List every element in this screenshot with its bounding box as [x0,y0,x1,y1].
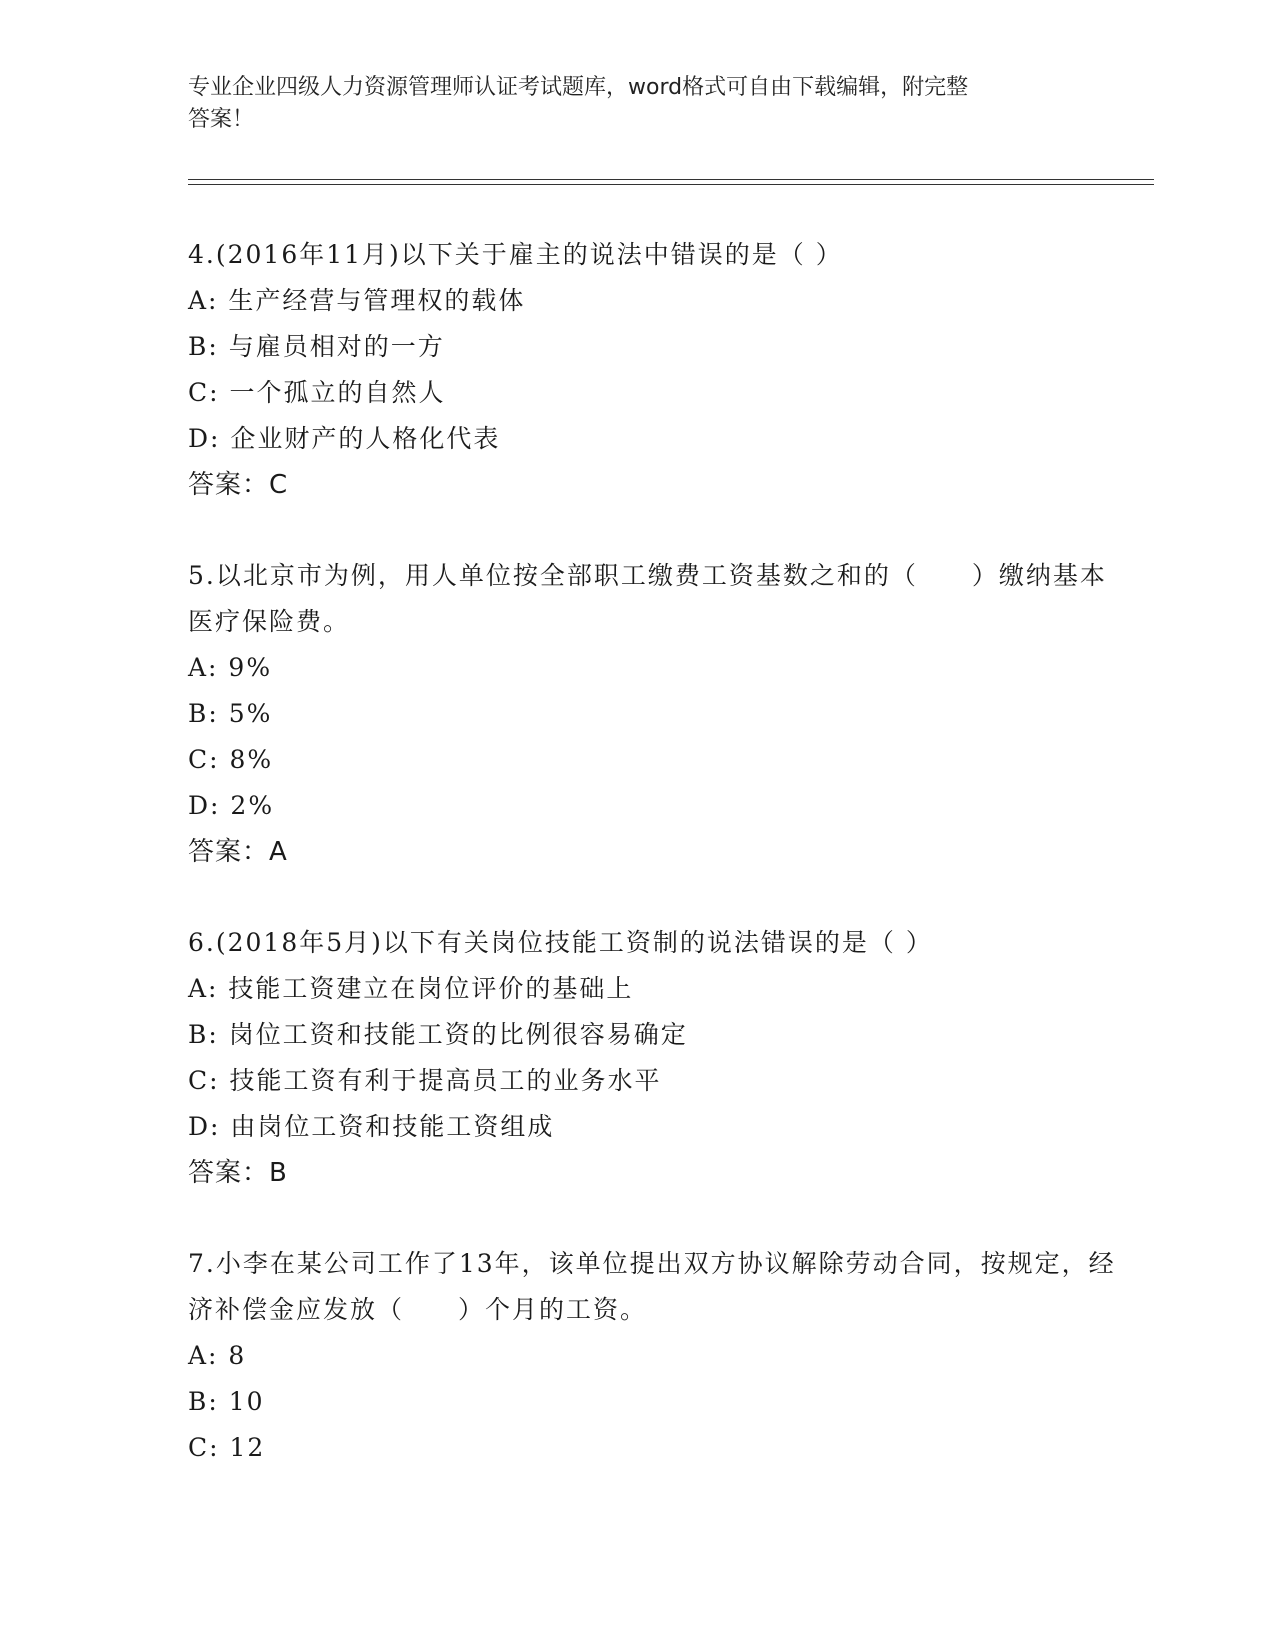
question-stem: 5.以北京市为例，用人单位按全部职工缴费工资基数之和的（ ）缴纳基本医疗保险费。 [188,561,1107,636]
question-stem: 7.小李在某公司工作了13年，该单位提出双方协议解除劳动合同，按规定，经济补偿金应发放（ ）个月的工资。 [188,1249,1116,1324]
option-a: A: 8 [188,1341,247,1370]
option-d: D: 由岗位工资和技能工资组成 [188,1112,555,1141]
question-6 [188,920,1128,1196]
question-list [188,232,1128,1516]
header-line-2: 答案！ [188,107,255,132]
option-c: C: 一个孤立的自然人 [188,378,446,407]
option-b: B: 5% [188,699,273,728]
option-a: A: 技能工资建立在岗位评价的基础上 [188,974,634,1003]
document-header [188,72,1088,136]
header-divider-bottom [188,184,1154,185]
header-line-1: 专业企业四级人力资源管理师认证考试题库，word格式可自由下载编辑，附完整 [188,75,969,100]
option-b: B: 岗位工资和技能工资的比例很容易确定 [188,1020,688,1049]
question-5 [188,553,1128,875]
option-c: C: 技能工资有利于提高员工的业务水平 [188,1066,662,1095]
option-d: D: 企业财产的人格化代表 [188,424,501,453]
answer: 答案：A [188,837,288,867]
answer: 答案：C [188,470,289,500]
option-b: B: 与雇员相对的一方 [188,332,445,361]
option-d: D: 2% [188,791,275,820]
answer: 答案：B [188,1158,288,1188]
question-4 [188,232,1128,508]
option-a: A: 9% [188,653,273,682]
question-stem: 6.(2018年5月)以下有关岗位技能工资制的说法错误的是（ ） [188,928,933,957]
option-b: B: 10 [188,1387,265,1416]
question-7 [188,1241,1128,1471]
option-a: A: 生产经营与管理权的载体 [188,286,526,315]
option-c: C: 12 [188,1433,266,1462]
question-stem: 4.(2016年11月)以下关于雇主的说法中错误的是（ ） [188,240,843,269]
header-divider-top [188,179,1154,180]
option-c: C: 8% [188,745,274,774]
